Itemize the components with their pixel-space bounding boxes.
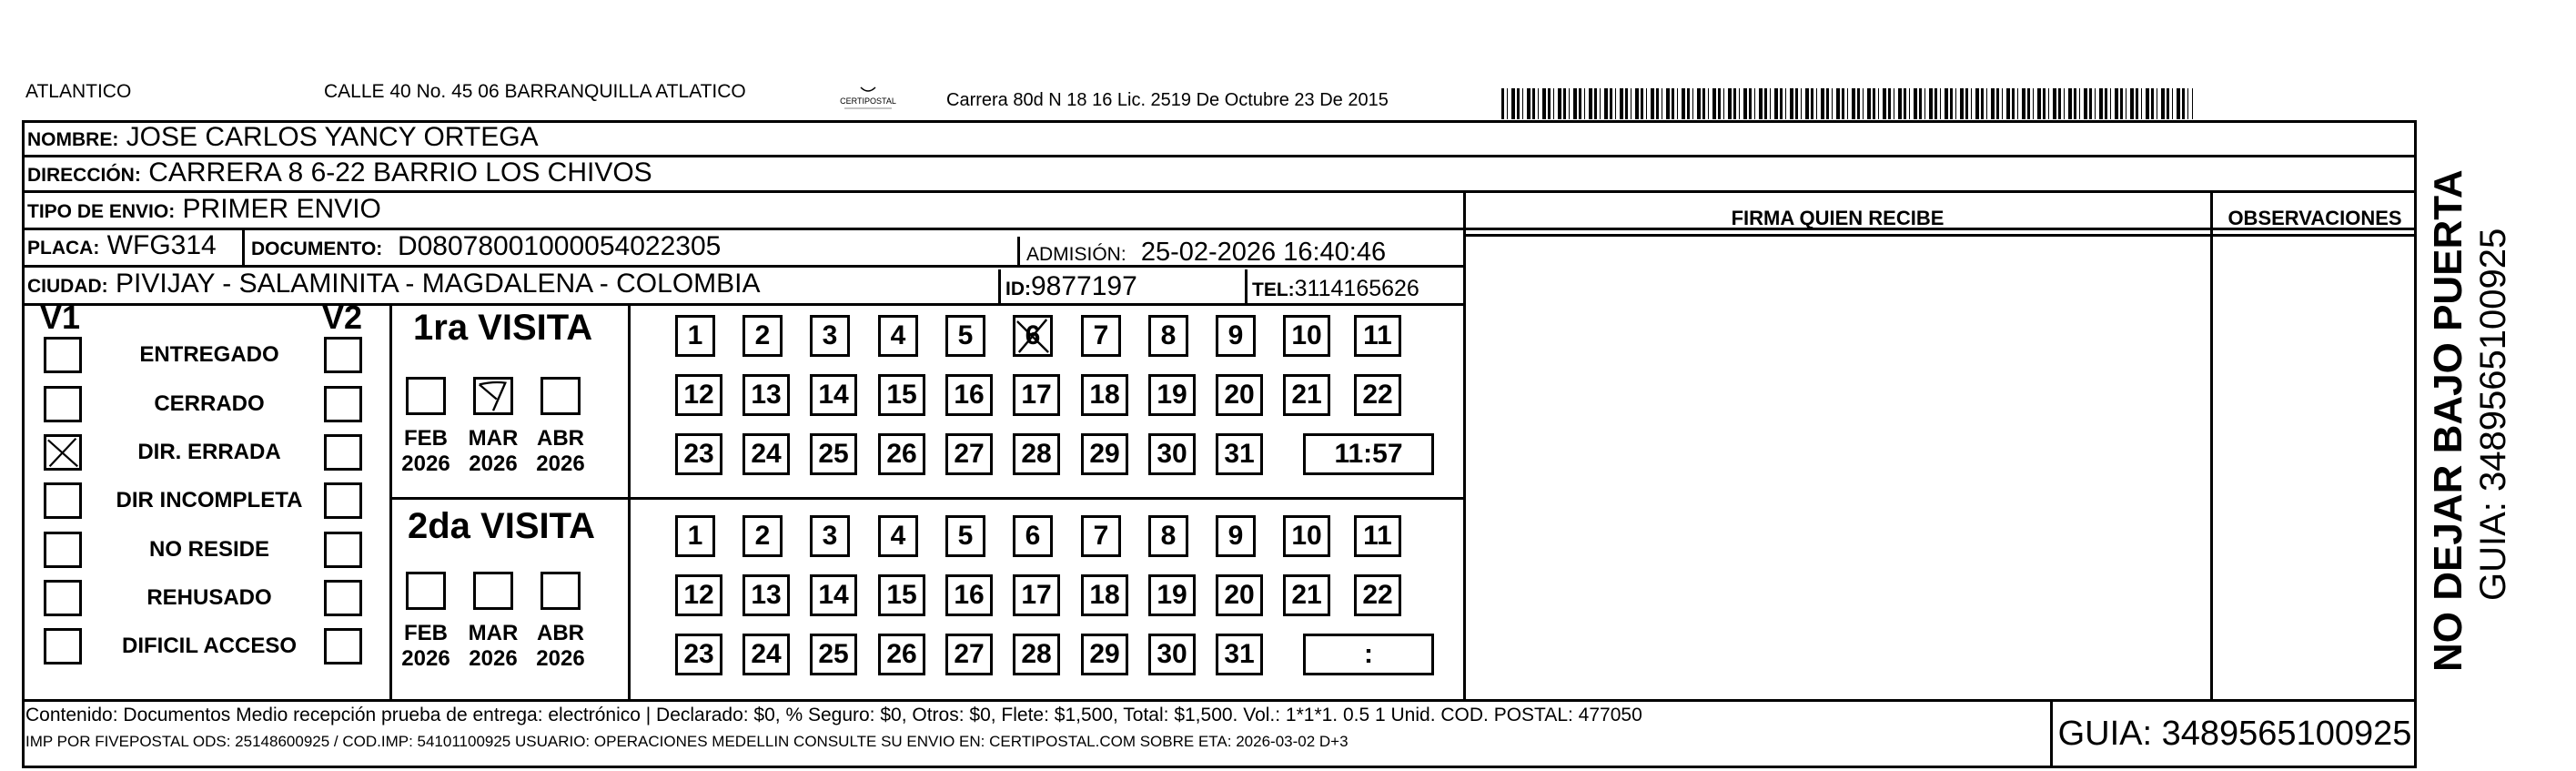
tel-field: TEL:3114165626 bbox=[1252, 276, 1419, 301]
v1-checkbox-2[interactable] bbox=[44, 386, 82, 422]
second-month-box-mar[interactable] bbox=[473, 572, 513, 610]
first-day-26[interactable]: 26 bbox=[878, 433, 925, 475]
first-day-27[interactable]: 27 bbox=[945, 433, 993, 475]
first-day-7[interactable]: 7 bbox=[1081, 315, 1121, 357]
ciudad-field: CIUDAD: PIVIJAY - SALAMINITA - MAGDALENA - COLOMBIA bbox=[27, 269, 761, 299]
first-day-29[interactable]: 29 bbox=[1081, 433, 1128, 475]
first-day-19[interactable]: 19 bbox=[1148, 374, 1196, 416]
first-day-23[interactable]: 23 bbox=[675, 433, 722, 475]
firma-header: FIRMA QUIEN RECIBE bbox=[1731, 207, 1945, 229]
second-day-9[interactable]: 9 bbox=[1216, 515, 1256, 557]
handwritten-check-mark bbox=[1015, 318, 1050, 354]
first-day-31[interactable]: 31 bbox=[1216, 433, 1263, 475]
side-warning: NO DEJAR BAJO PUERTA bbox=[2426, 169, 2470, 672]
observaciones-header: OBSERVACIONES bbox=[2227, 207, 2402, 229]
first-day-18[interactable]: 18 bbox=[1081, 374, 1128, 416]
handwritten-check-mark bbox=[476, 380, 510, 412]
admision-field: ADMISIÓN: 25-02-2026 16:40:46 bbox=[1026, 238, 1387, 267]
second-day-3[interactable]: 3 bbox=[810, 515, 850, 557]
second-day-13[interactable]: 13 bbox=[742, 574, 790, 616]
first-month-label: MAR 2026 bbox=[468, 426, 519, 476]
first-visit-title: 1ra VISITA bbox=[413, 308, 593, 348]
first-month-box-feb[interactable] bbox=[406, 377, 446, 415]
second-time-box[interactable]: : bbox=[1303, 634, 1434, 675]
first-day-30[interactable]: 30 bbox=[1148, 433, 1196, 475]
first-day-3[interactable]: 3 bbox=[810, 315, 850, 357]
documento-field: DOCUMENTO: D08078001000054022305 bbox=[251, 231, 722, 261]
second-day-29[interactable]: 29 bbox=[1081, 634, 1128, 675]
second-day-11[interactable]: 11 bbox=[1354, 515, 1401, 557]
first-day-11[interactable]: 11 bbox=[1354, 315, 1401, 357]
svg-text:CERTIPOSTAL: CERTIPOSTAL bbox=[840, 96, 896, 106]
second-day-16[interactable]: 16 bbox=[945, 574, 993, 616]
second-month-box-feb[interactable] bbox=[406, 572, 446, 610]
first-month-box-mar[interactable] bbox=[473, 377, 513, 415]
first-day-15[interactable]: 15 bbox=[878, 374, 925, 416]
second-day-31[interactable]: 31 bbox=[1216, 634, 1263, 675]
nombre-field: NOMBRE: JOSE CARLOS YANCY ORTEGA bbox=[27, 122, 539, 152]
status-option-label: DIR INCOMPLETA bbox=[116, 488, 303, 512]
second-day-26[interactable]: 26 bbox=[878, 634, 925, 675]
first-day-16[interactable]: 16 bbox=[945, 374, 993, 416]
v1-checkbox-6[interactable] bbox=[44, 580, 82, 616]
v1-checkbox-7[interactable] bbox=[44, 628, 82, 664]
first-day-21[interactable]: 21 bbox=[1283, 374, 1330, 416]
first-day-6[interactable]: 6 bbox=[1013, 315, 1053, 357]
first-day-10[interactable]: 10 bbox=[1283, 315, 1330, 357]
footer-print-info: IMP POR FIVEPOSTAL ODS: 25148600925 / COD.IMP: 54101100925 USUARIO: OPERACIONES MEDELLIN CONSULTE SU ENVIO EN: CERTIPOSTAL.COM SOBRE ETA: 2026-03-02 D+3 bbox=[25, 733, 1349, 750]
second-day-8[interactable]: 8 bbox=[1148, 515, 1188, 557]
second-month-label: ABR 2026 bbox=[536, 621, 585, 671]
second-day-14[interactable]: 14 bbox=[810, 574, 857, 616]
first-day-8[interactable]: 8 bbox=[1148, 315, 1188, 357]
first-day-9[interactable]: 9 bbox=[1216, 315, 1256, 357]
v2-checkbox-4[interactable] bbox=[324, 482, 362, 519]
second-day-21[interactable]: 21 bbox=[1283, 574, 1330, 616]
status-option-label: ENTREGADO bbox=[139, 342, 279, 367]
first-day-12[interactable]: 12 bbox=[675, 374, 722, 416]
first-day-17[interactable]: 17 bbox=[1013, 374, 1060, 416]
second-month-box-abr[interactable] bbox=[540, 572, 581, 610]
first-month-label: ABR 2026 bbox=[536, 426, 585, 476]
first-day-25[interactable]: 25 bbox=[810, 433, 857, 475]
first-day-14[interactable]: 14 bbox=[810, 374, 857, 416]
v2-header: V2 bbox=[322, 299, 363, 336]
second-day-20[interactable]: 20 bbox=[1216, 574, 1263, 616]
second-day-12[interactable]: 12 bbox=[675, 574, 722, 616]
second-day-1[interactable]: 1 bbox=[675, 515, 715, 557]
tracking-barcode bbox=[1501, 88, 2193, 119]
status-option-label: DIFICIL ACCESO bbox=[121, 634, 297, 658]
v2-checkbox-2[interactable] bbox=[324, 386, 362, 422]
second-day-4[interactable]: 4 bbox=[878, 515, 918, 557]
direccion-field: DIRECCIÓN: CARRERA 8 6-22 BARRIO LOS CHIVOS bbox=[27, 157, 652, 188]
v1-checkbox-1[interactable] bbox=[44, 337, 82, 373]
v2-checkbox-5[interactable] bbox=[324, 532, 362, 568]
first-day-20[interactable]: 20 bbox=[1216, 374, 1263, 416]
first-day-22[interactable]: 22 bbox=[1354, 374, 1401, 416]
header-region: ATLANTICO bbox=[25, 81, 132, 102]
second-month-label: MAR 2026 bbox=[468, 621, 519, 671]
status-option-label: DIR. ERRADA bbox=[137, 440, 281, 464]
v1-checkbox-4[interactable] bbox=[44, 482, 82, 519]
second-day-24[interactable]: 24 bbox=[742, 634, 790, 675]
status-option-label: CERRADO bbox=[154, 391, 265, 416]
v2-checkbox-1[interactable] bbox=[324, 337, 362, 373]
second-day-18[interactable]: 18 bbox=[1081, 574, 1128, 616]
side-guia: GUIA: 3489565100925 bbox=[2473, 228, 2513, 601]
second-day-10[interactable]: 10 bbox=[1283, 515, 1330, 557]
certipostal-logo bbox=[833, 84, 903, 115]
first-time-box[interactable]: 11:57 bbox=[1303, 433, 1434, 475]
first-day-13[interactable]: 13 bbox=[742, 374, 790, 416]
status-option-label: NO RESIDE bbox=[148, 537, 270, 562]
handwritten-check-mark bbox=[46, 437, 79, 468]
first-day-4[interactable]: 4 bbox=[878, 315, 918, 357]
second-day-7[interactable]: 7 bbox=[1081, 515, 1121, 557]
v1-header: V1 bbox=[40, 299, 81, 336]
v1-checkbox-5[interactable] bbox=[44, 532, 82, 568]
second-day-15[interactable]: 15 bbox=[878, 574, 925, 616]
first-day-2[interactable]: 2 bbox=[742, 315, 783, 357]
placa-field: PLACA: WFG314 bbox=[27, 230, 217, 260]
second-day-27[interactable]: 27 bbox=[945, 634, 993, 675]
tipo-envio-field: TIPO DE ENVIO: PRIMER ENVIO bbox=[27, 194, 381, 224]
first-day-28[interactable]: 28 bbox=[1013, 433, 1060, 475]
second-visit-title: 2da VISITA bbox=[408, 506, 595, 546]
second-day-17[interactable]: 17 bbox=[1013, 574, 1060, 616]
header-address: CALLE 40 No. 45 06 BARRANQUILLA ATLATICO bbox=[324, 81, 746, 102]
id-field: ID:9877197 bbox=[1005, 271, 1137, 301]
footer-guia: GUIA: 3489565100925 bbox=[2050, 699, 2417, 768]
header-license: Carrera 80d N 18 16 Lic. 2519 De Octubre 23 De 2015 bbox=[946, 90, 1389, 110]
second-day-23[interactable]: 23 bbox=[675, 634, 722, 675]
second-month-label: FEB 2026 bbox=[401, 621, 450, 671]
footer-contents: Contenido: Documentos Medio recepción prueba de entrega: electrónico | Declarado: $0, % Seguro: $0, Otros: $0, Flete: $1,500, Total: $1,500. Vol.: 1*1*1. 0.5 1 Unid. COD. POSTAL: 477050 bbox=[25, 705, 1642, 725]
second-day-28[interactable]: 28 bbox=[1013, 634, 1060, 675]
second-day-30[interactable]: 30 bbox=[1148, 634, 1196, 675]
v2-checkbox-6[interactable] bbox=[324, 580, 362, 616]
second-day-19[interactable]: 19 bbox=[1148, 574, 1196, 616]
second-day-5[interactable]: 5 bbox=[945, 515, 985, 557]
second-day-2[interactable]: 2 bbox=[742, 515, 783, 557]
v2-checkbox-3[interactable] bbox=[324, 434, 362, 471]
second-day-25[interactable]: 25 bbox=[810, 634, 857, 675]
v1-checkbox-3[interactable] bbox=[44, 434, 82, 471]
first-month-box-abr[interactable] bbox=[540, 377, 581, 415]
first-day-1[interactable]: 1 bbox=[675, 315, 715, 357]
first-day-24[interactable]: 24 bbox=[742, 433, 790, 475]
second-day-6[interactable]: 6 bbox=[1013, 515, 1053, 557]
first-month-label: FEB 2026 bbox=[401, 426, 450, 476]
second-day-22[interactable]: 22 bbox=[1354, 574, 1401, 616]
v2-checkbox-7[interactable] bbox=[324, 628, 362, 664]
status-option-label: REHUSADO bbox=[146, 585, 272, 610]
first-day-5[interactable]: 5 bbox=[945, 315, 985, 357]
